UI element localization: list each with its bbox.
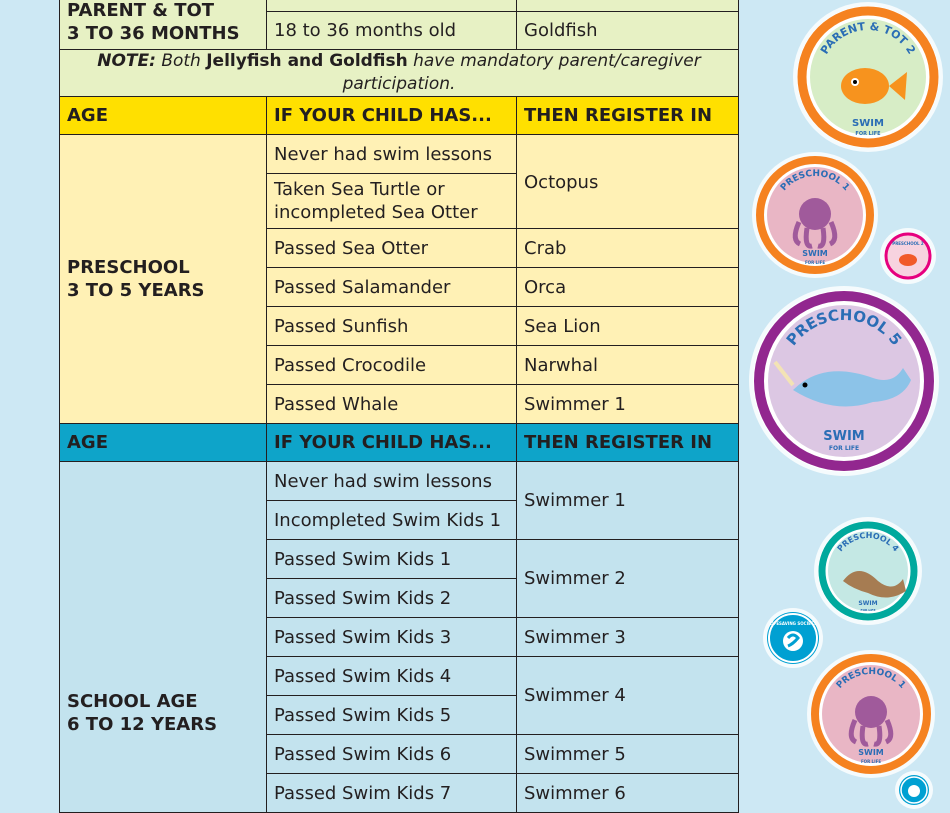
octopus-icon bbox=[811, 654, 931, 774]
preschool-header-row bbox=[60, 97, 739, 135]
badge-sub: FOR LIFE bbox=[855, 131, 881, 137]
badge-title: PRESCHOOL 1 bbox=[778, 168, 852, 193]
note-text-2: have mandatory parent/caregiver participation. bbox=[342, 51, 701, 94]
preschool-5-badge bbox=[753, 290, 935, 472]
header-age: AGE bbox=[60, 97, 267, 135]
badge-brand: SWIM bbox=[852, 118, 884, 129]
header-register: THEN REGISTER IN bbox=[517, 97, 739, 135]
condition-cell: Never had swim lessons bbox=[267, 135, 517, 174]
badge-title: PRESCHOOL 2 bbox=[892, 241, 924, 246]
register-cell: Crab bbox=[517, 229, 739, 268]
register-cell: Swimmer 6 bbox=[517, 774, 739, 813]
register-cell: Octopus bbox=[517, 135, 739, 229]
badge-brand: SWIM bbox=[823, 429, 865, 444]
condition-cell: Passed Swim Kids 4 bbox=[267, 657, 517, 696]
condition-cell: Passed Salamander bbox=[267, 268, 517, 307]
badge-sub: FOR LIFE bbox=[804, 260, 826, 265]
condition-cell: Passed Whale bbox=[267, 385, 517, 424]
school-age-header-row bbox=[60, 424, 739, 462]
preschool-2-small-badge bbox=[884, 232, 932, 280]
condition-cell bbox=[267, 0, 517, 12]
header-condition: IF YOUR CHILD HAS... bbox=[267, 424, 517, 462]
register-cell: Orca bbox=[517, 268, 739, 307]
register-cell: Swimmer 3 bbox=[517, 618, 739, 657]
condition-cell: Passed Crocodile bbox=[267, 346, 517, 385]
badge-sub: FOR LIFE bbox=[860, 608, 876, 612]
badge-title: PRESCHOOL 1 bbox=[834, 666, 908, 691]
preschool-1-badge bbox=[756, 156, 874, 274]
note-cell bbox=[60, 50, 739, 97]
register-cell: Swimmer 1 bbox=[517, 385, 739, 424]
table-row bbox=[60, 0, 739, 12]
note-text-1: Both bbox=[155, 51, 207, 71]
badge-sub: FOR LIFE bbox=[828, 445, 860, 452]
badge-sub: FOR LIFE bbox=[860, 759, 882, 764]
crab-icon bbox=[884, 232, 932, 280]
badge-title: PRESCHOOL 4 bbox=[835, 530, 901, 554]
age-school: SCHOOL AGE 6 TO 12 YEARS bbox=[60, 462, 267, 813]
badge-title: PARENT & TOT 2 bbox=[817, 19, 919, 57]
note-row bbox=[60, 50, 739, 97]
badge-brand: SWIM bbox=[858, 748, 884, 757]
sea-lion-icon bbox=[818, 521, 918, 621]
condition-cell: Taken Sea Turtle or incompleted Sea Otter bbox=[267, 174, 517, 229]
table-row bbox=[60, 462, 739, 501]
badge-title: PRESCHOOL 5 bbox=[782, 305, 906, 349]
condition-cell: Passed Sea Otter bbox=[267, 229, 517, 268]
condition-cell: Passed Swim Kids 5 bbox=[267, 696, 517, 735]
condition-cell: Incompleted Swim Kids 1 bbox=[267, 501, 517, 540]
parent-tot-2-badge bbox=[797, 6, 939, 148]
register-cell: Swimmer 1 bbox=[517, 462, 739, 540]
register-cell: Swimmer 5 bbox=[517, 735, 739, 774]
lifesaving-logo-small bbox=[899, 775, 929, 805]
lifesaving-icon bbox=[899, 775, 929, 805]
narwhal-icon bbox=[753, 290, 935, 472]
table-row bbox=[60, 135, 739, 174]
age-parent-tot: PARENT & TOT 3 TO 36 MONTHS bbox=[60, 0, 267, 50]
swim-level-table bbox=[59, 0, 739, 813]
age-preschool: PRESCHOOL 3 TO 5 YEARS bbox=[60, 135, 267, 424]
octopus-icon bbox=[756, 156, 874, 274]
badge-brand: SWIM bbox=[802, 249, 828, 258]
condition-cell: Passed Sunfish bbox=[267, 307, 517, 346]
register-cell: Swimmer 4 bbox=[517, 657, 739, 735]
condition-cell: Passed Swim Kids 1 bbox=[267, 540, 517, 579]
register-cell: Swimmer 2 bbox=[517, 540, 739, 618]
register-cell bbox=[517, 0, 739, 12]
register-cell: Narwhal bbox=[517, 346, 739, 385]
goldfish-icon bbox=[797, 6, 939, 148]
condition-cell: Passed Swim Kids 2 bbox=[267, 579, 517, 618]
header-register: THEN REGISTER IN bbox=[517, 424, 739, 462]
note-prefix: NOTE: bbox=[97, 51, 156, 71]
header-age: AGE bbox=[60, 424, 267, 462]
preschool-1-badge-b bbox=[811, 654, 931, 774]
condition-cell: Passed Swim Kids 7 bbox=[267, 774, 517, 813]
condition-cell: Never had swim lessons bbox=[267, 462, 517, 501]
register-cell: Goldfish bbox=[517, 12, 739, 50]
preschool-4-badge bbox=[818, 521, 918, 621]
header-condition: IF YOUR CHILD HAS... bbox=[267, 97, 517, 135]
note-bold: Jellyfish and Goldfish bbox=[206, 51, 408, 71]
condition-cell: Passed Swim Kids 6 bbox=[267, 735, 517, 774]
condition-cell: Passed Swim Kids 3 bbox=[267, 618, 517, 657]
condition-cell: 18 to 36 months old bbox=[267, 12, 517, 50]
register-cell: Sea Lion bbox=[517, 307, 739, 346]
badge-brand: SWIM bbox=[858, 600, 878, 607]
badge-title: LIFESAVING SOCIETY bbox=[769, 621, 817, 626]
